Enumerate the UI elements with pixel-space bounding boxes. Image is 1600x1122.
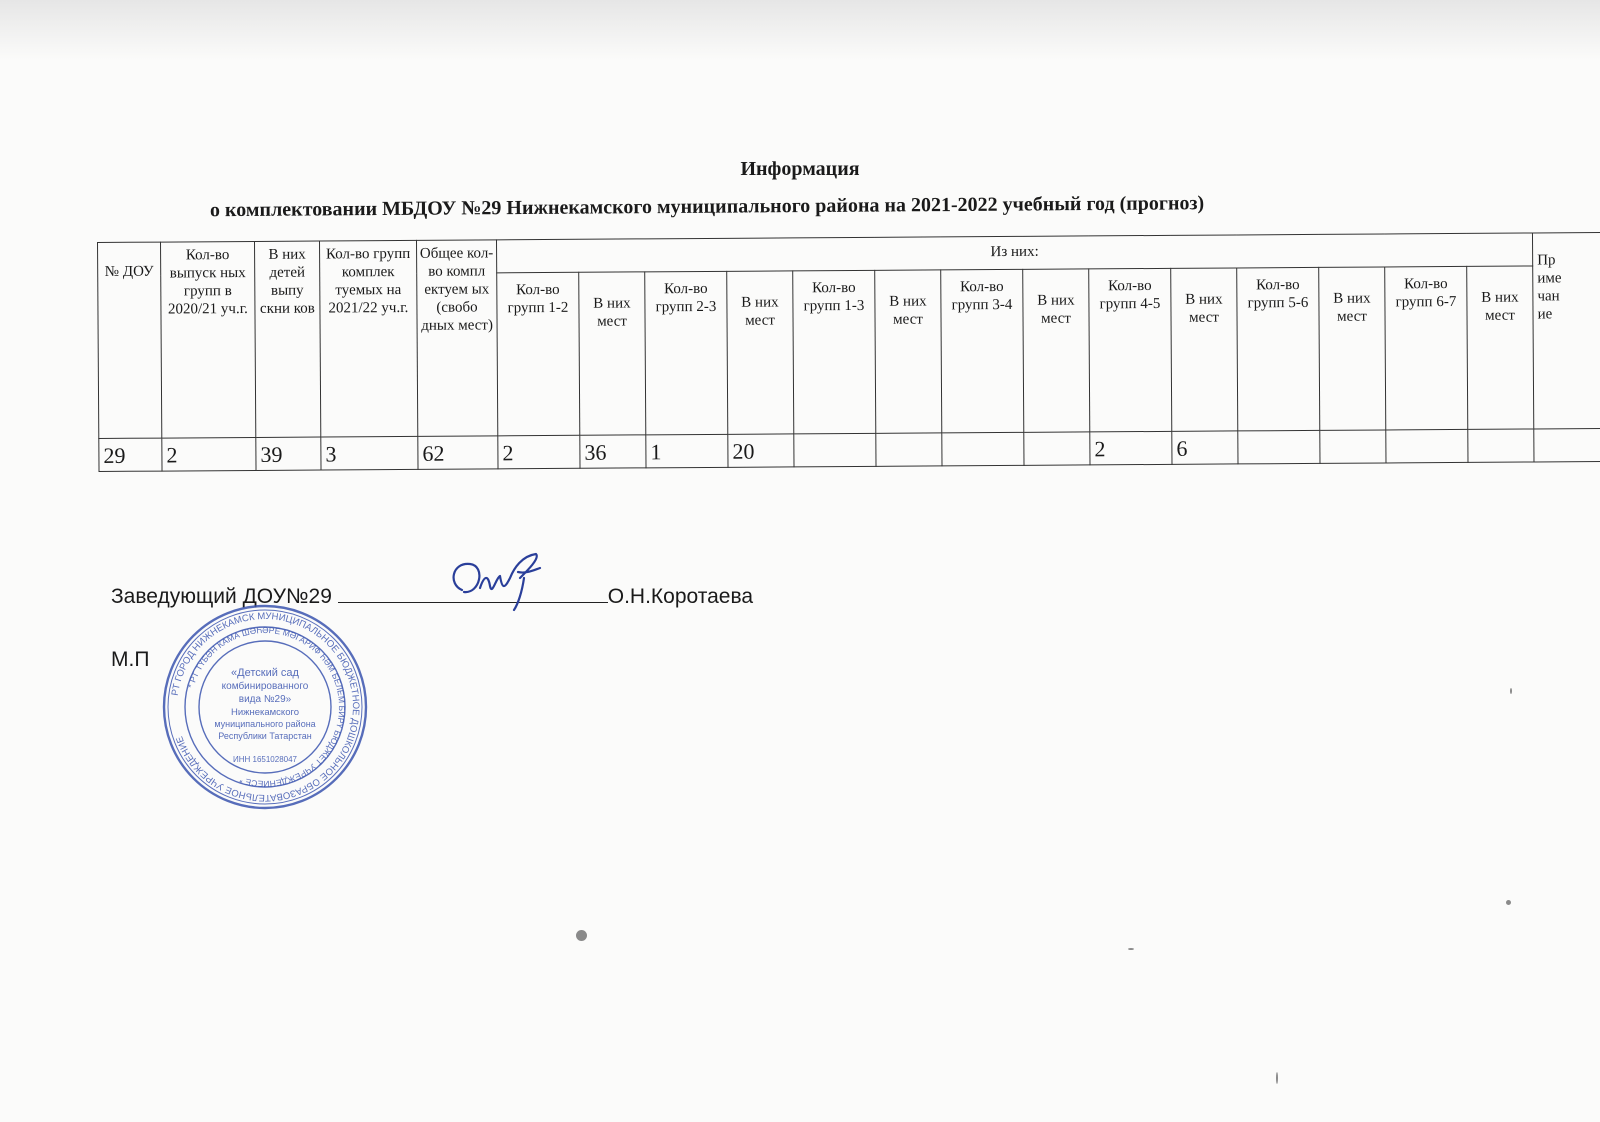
cell-grupp-3-4	[942, 432, 1024, 466]
header-grupp-4-5: Кол-во групп 4-5	[1089, 268, 1172, 432]
header-dou: № ДОУ	[98, 242, 162, 438]
header-primechanie-line-1: Пр	[1537, 252, 1556, 269]
header-obshee: Общее кол-во компл ектуем ых (свобо дных мест)	[416, 240, 497, 437]
official-stamp	[160, 602, 370, 812]
cell-obshee: 62	[418, 436, 498, 470]
header-vypusk: Кол-во выпуск ных групп в 2020/21 уч.г.	[161, 241, 256, 438]
header-grupp-1-3: Кол-во групп 1-3	[793, 270, 876, 434]
scan-speck	[576, 930, 587, 941]
header-deti: В них детей выпу скни ков	[254, 241, 320, 437]
enrollment-table	[97, 232, 1600, 472]
cell-mest-1-2: 36	[580, 435, 646, 468]
cell-deti: 39	[256, 437, 321, 470]
header-primechanie-line-2: име	[1537, 270, 1562, 287]
cell-mest-3-4	[1024, 432, 1090, 465]
stamp-line-2: комбинированного	[221, 681, 309, 692]
stamp-line-3: вида №29»	[238, 694, 292, 705]
stamp-outer-text: РТ ГОРОД НИЖНЕКАМСК МУНИЦИПАЛЬНОЕ БЮДЖЕТНОЕ ДОШКОЛЬНОЕ ОБРАЗОВАТЕЛЬНОЕ УЧРЕЖДЕНИЕ	[169, 610, 362, 804]
header-mest-1-3: В них мест	[875, 270, 942, 433]
cell-mest-5-6	[1320, 430, 1386, 463]
cell-dou: 29	[99, 438, 162, 471]
cell-primechanie	[1534, 428, 1600, 462]
scan-speck	[1510, 688, 1512, 694]
stamp-line-6: Республики Татарстан	[218, 731, 312, 741]
cell-grupp-1-3	[794, 433, 876, 467]
cell-vypusk: 2	[162, 437, 256, 471]
document-title: Информация	[740, 158, 860, 180]
header-grupp-3-4: Кол-во групп 3-4	[941, 269, 1024, 433]
header-iz-nih: Из них:	[496, 233, 1532, 273]
director-name: О.Н.Коротаева	[607, 585, 754, 608]
scan-speck	[1128, 948, 1134, 950]
document-subtitle: о комплектовании МБДОУ №29 Нижнекамского муниципального района на 2021-2022 учебный год (прогноз)	[209, 192, 1205, 222]
header-grupp-6-7: Кол-во групп 6-7	[1385, 266, 1468, 430]
handwritten-signature	[440, 548, 560, 618]
header-primechanie-line-4: ие	[1537, 306, 1553, 323]
position-label: Заведующий ДОУ№29	[111, 585, 332, 608]
cell-mest-1-3	[876, 433, 942, 466]
stamp-inn: ИНН 1651028047	[232, 755, 298, 764]
cell-grupp-6-7	[1386, 429, 1468, 463]
header-mest-1-2: В них мест	[579, 272, 646, 435]
cell-mest-2-3: 20	[728, 434, 794, 467]
header-mest-2-3: В них мест	[727, 271, 794, 434]
header-grupp: Кол-во групп комплек туемых на 2021/22 уч.г.	[319, 240, 417, 437]
header-primechanie-line-3: чан	[1537, 288, 1560, 305]
header-mest-4-5: В них мест	[1171, 268, 1238, 431]
header-primechanie	[1533, 232, 1600, 429]
cell-grupp-2-3: 1	[646, 434, 728, 468]
header-grupp-5-6: Кол-во групп 5-6	[1237, 267, 1320, 431]
stamp-line-1: «Детский сад	[231, 667, 299, 679]
stamp-line-5: муниципального района	[214, 719, 316, 729]
stamp-line-4: Нижнекамского	[230, 707, 300, 718]
header-grupp-2-3: Кол-во групп 2-3	[645, 271, 728, 435]
cell-mest-4-5: 6	[1172, 431, 1238, 464]
mp-label: М.П	[111, 648, 150, 671]
cell-grupp: 3	[321, 436, 418, 470]
cell-grupp-5-6	[1238, 430, 1320, 464]
scan-speck	[1506, 900, 1511, 905]
header-grupp-1-2: Кол-во групп 1-2	[497, 272, 580, 436]
stamp-inner-text: * РТ ТҮБӘН КАМА ШӘҺӘРЕ МӘГАРИФ ҺӘМ БЕЛЕМ БИРҮ БЮДЖЕТ УЧРЕЖДЕНИЕСЕ *	[185, 624, 348, 790]
cell-mest-6-7	[1468, 429, 1534, 462]
header-mest-6-7: В них мест	[1467, 266, 1534, 429]
header-mest-5-6: В них мест	[1319, 267, 1386, 430]
scan-speck	[1276, 1072, 1278, 1084]
scan-shadow	[0, 0, 1600, 60]
header-mest-3-4: В них мест	[1023, 269, 1090, 432]
cell-grupp-4-5: 2	[1090, 431, 1172, 465]
cell-grupp-1-2: 2	[498, 435, 580, 469]
